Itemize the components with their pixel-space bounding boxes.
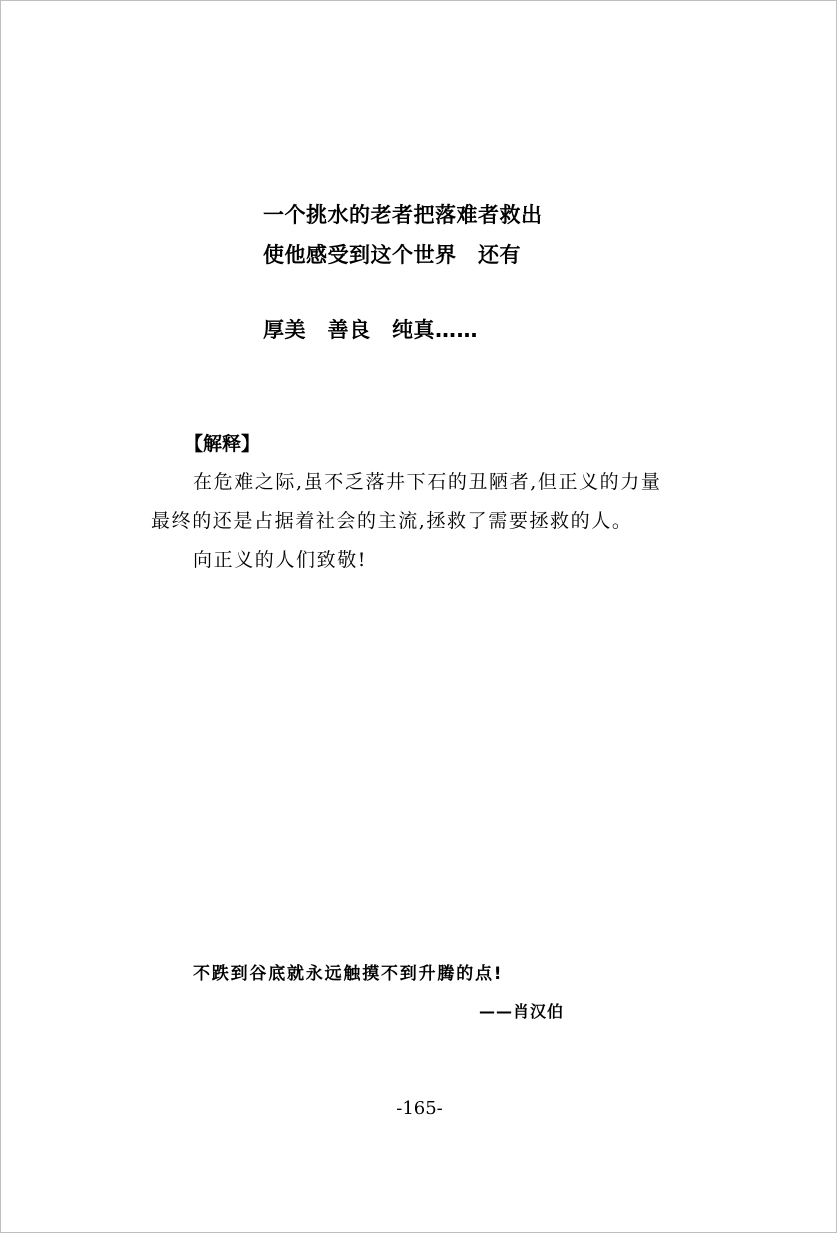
explanation-paragraph-line-1: 在危难之际,虽不乏落井下石的丑陋者,但正义的力量 — [193, 471, 662, 493]
quote-attribution: ——肖汉伯 — [479, 1002, 565, 1021]
poem-line-1: 一个挑水的老者把落难者救出 — [263, 203, 543, 227]
explanation-heading: 【解释】 — [184, 433, 261, 455]
footer-quote: 不跌到谷底就永远触摸不到升腾的点! — [193, 964, 504, 984]
poem-line-2: 使他感受到这个世界 还有 — [263, 243, 521, 267]
explanation-paragraph-line-2: 最终的还是占据着社会的主流,拯救了需要拯救的人。 — [151, 510, 633, 532]
poem-line-3: 厚美 善良 纯真…… — [263, 318, 478, 342]
explanation-closing: 向正义的人们致敬! — [193, 549, 368, 571]
page-number: -165- — [396, 1098, 443, 1119]
